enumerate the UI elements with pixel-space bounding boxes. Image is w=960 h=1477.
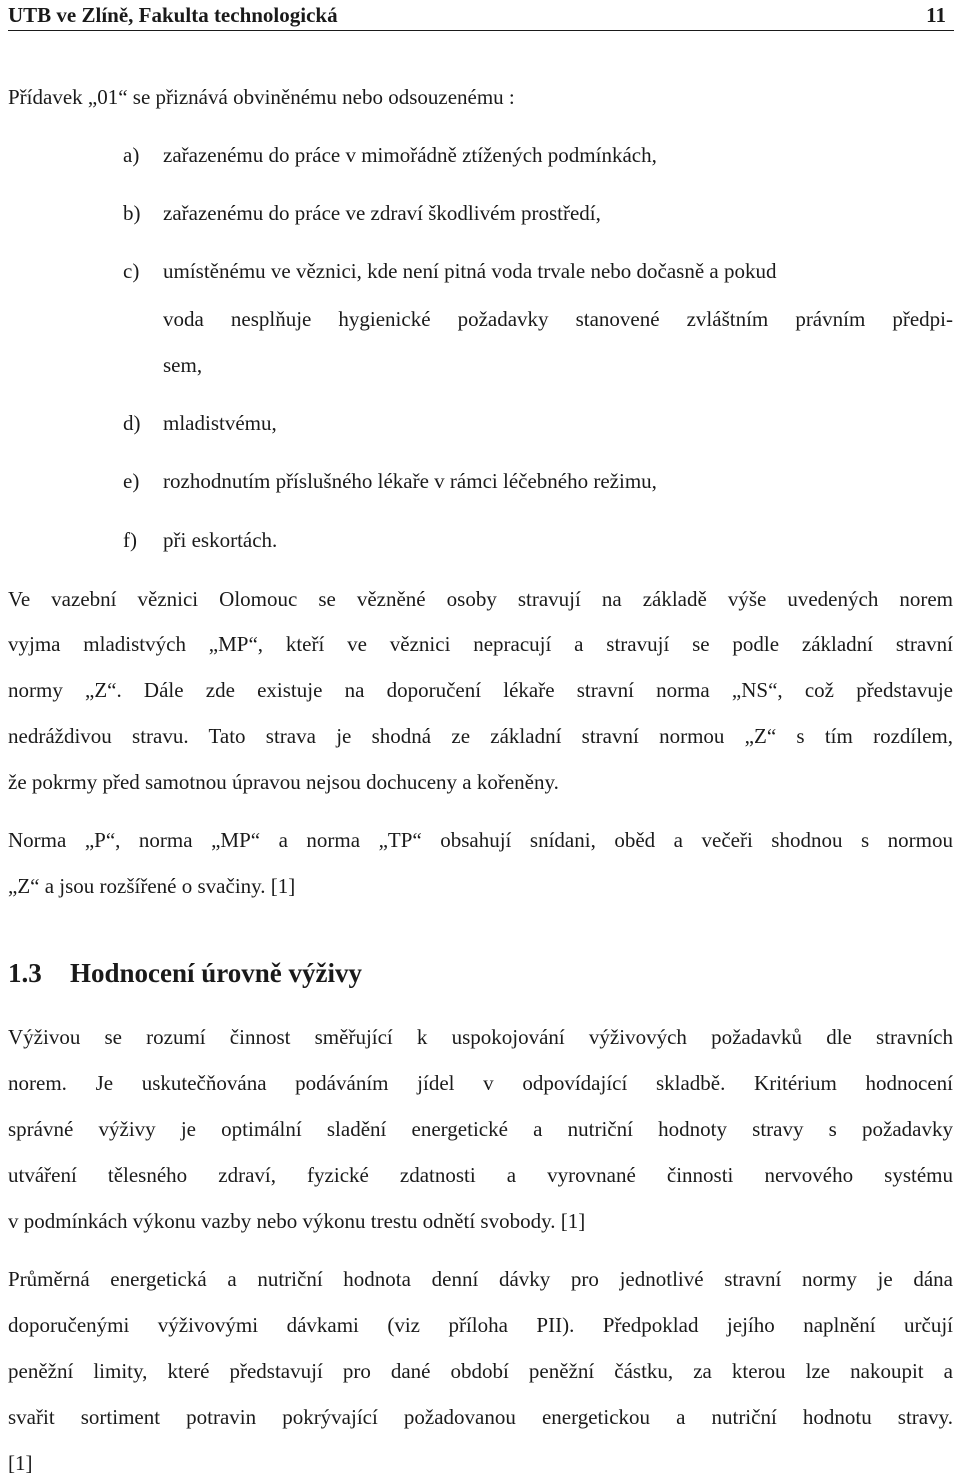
section-heading: [8, 957, 362, 989]
list-item-text: umístěnému ve věznici, kde není pitná voda trvale nebo dočasně a pokud: [163, 259, 777, 283]
paragraph-line: nedráždivou stravu. Tato strava je shodná ze základní stravní normou „Z“ s tím rozdílem,: [8, 724, 953, 748]
page-number: 11: [926, 3, 946, 27]
paragraph-line: Ve vazební věznici Olomouc se vězněné osoby stravují na základě výše uvedených norem: [8, 587, 953, 611]
list-marker: b): [123, 201, 141, 225]
list-marker: d): [123, 411, 141, 435]
list-item-text: zařazenému do práce v mimořádně ztížených podmínkách,: [163, 143, 657, 167]
paragraph-line: svařit sortiment potravin pokrývající požadovanou energetickou a nutriční hodnotu stravy.: [8, 1405, 953, 1429]
paragraph-line: doporučenými výživovými dávkami (viz příloha PII). Předpoklad jejího naplnění určují: [8, 1313, 953, 1337]
paragraph-line: správné výživy je optimální sladění energetické a nutriční hodnoty stravy s požadavky: [8, 1117, 953, 1141]
paragraph-line: normy „Z“. Dále zde existuje na doporučení lékaře stravní norma „NS“, což představuje: [8, 678, 953, 702]
running-header: [8, 2, 952, 30]
header-rule: [8, 30, 954, 31]
paragraph-line: peněžní limity, které představují pro dané období peněžní částku, za kterou lze nakoupit a: [8, 1359, 953, 1383]
list-marker: e): [123, 469, 140, 493]
list-item-text: rozhodnutím příslušného lékaře v rámci léčebného režimu,: [163, 469, 657, 493]
list-marker: c): [123, 259, 140, 283]
list-marker: a): [123, 143, 140, 167]
list-marker: f): [123, 528, 137, 552]
paragraph-line: v podmínkách výkonu vazby nebo výkonu trestu odnětí svobody. [1]: [8, 1209, 586, 1233]
paragraph-line: „Z“ a jsou rozšířené o svačiny. [1]: [8, 874, 296, 898]
list-item-text-continued: voda nesplňuje hygienické požadavky stanovené zvláštním právním předpi-: [163, 307, 953, 331]
paragraph-line: norem. Je uskutečňována podáváním jídel v odpovídající skladbě. Kritérium hodnocení: [8, 1071, 953, 1095]
intro-text: Přídavek „01“ se přiznává obviněnému nebo odsouzenému :: [8, 85, 515, 109]
list-item-text-continued: sem,: [163, 353, 203, 377]
paragraph-line: Norma „P“, norma „MP“ a norma „TP“ obsahují snídani, oběd a večeři shodnou s normou: [8, 828, 953, 852]
paragraph-line: že pokrmy před samotnou úpravou nejsou dochuceny a kořeněny.: [8, 770, 559, 794]
list-item-text: zařazenému do práce ve zdraví škodlivém prostředí,: [163, 201, 601, 225]
header-title: UTB ve Zlíně, Fakulta technologická: [8, 3, 338, 27]
list-item-text: mladistvému,: [163, 411, 277, 435]
paragraph-line: Průměrná energetická a nutriční hodnota denní dávky pro jednotlivé stravní normy je dána: [8, 1267, 953, 1291]
paragraph-line: vyjma mladistvých „MP“, kteří ve věznici nepracují a stravují se podle základní stravní: [8, 632, 953, 656]
section-title: Hodnocení úrovně výživy: [70, 958, 363, 988]
paragraph-line: utváření tělesného zdraví, fyzické zdatnosti a vyrovnané činnosti nervového systému: [8, 1163, 953, 1187]
section-number: 1.3: [8, 958, 42, 988]
paragraph-line: Výživou se rozumí činnost směřující k uspokojování výživových požadavků dle stravních: [8, 1025, 953, 1049]
paragraph-line: [1]: [8, 1451, 33, 1475]
list-item-text: při eskortách.: [163, 528, 278, 552]
